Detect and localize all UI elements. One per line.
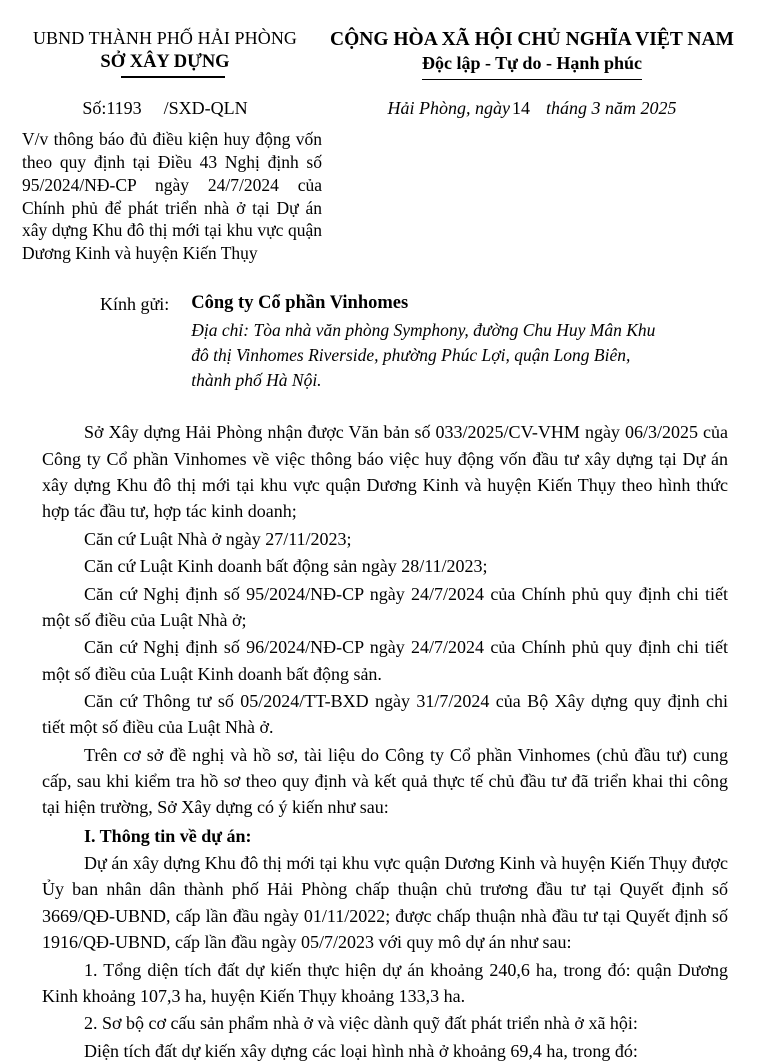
document-meta-row bbox=[0, 98, 764, 119]
national-motto bbox=[422, 52, 642, 80]
document-header bbox=[0, 0, 764, 80]
legal-basis-item: Căn cứ Luật Nhà ở ngày 27/11/2023; bbox=[84, 528, 352, 549]
issue-place-prefix: Hải Phòng, ngày bbox=[387, 98, 510, 119]
intro-paragraph: Sở Xây dựng Hải Phòng nhận được Văn bản số 033/2025/CV-VHM ngày 06/3/2025 của Công ty Cổ phần Vinhomes về việc thông báo việc huy động vốn đầu tư xây dựng tại Dự án xây dựng Khu đô thị mới tại khu vực quận Dương Kinh và huyện Kiến Thụy theo hình thức hợp tác đầu tư, hợp tác kinh doanh; bbox=[42, 422, 728, 522]
recipient-details bbox=[191, 291, 673, 393]
legal-basis-item: Căn cứ Nghị định số 95/2024/NĐ-CP ngày 24/7/2024 của Chính phủ quy định chi tiết một số điều của Luật Nhà ở; bbox=[42, 583, 728, 630]
issue-month-prefix: tháng bbox=[545, 98, 587, 119]
section-heading-1: I. Thông tin về dự án: bbox=[84, 825, 252, 846]
department-name-text: SỞ XÂY DỰNG bbox=[100, 51, 230, 72]
issue-year-prefix: năm bbox=[605, 98, 636, 119]
legal-basis-item: Căn cứ Thông tư số 05/2024/TT-BXD ngày 31/7/2024 của Bộ Xây dựng quy định chi tiết một số điều của Luật Nhà ở. bbox=[42, 690, 728, 738]
recipient-address: Địa chỉ: Tòa nhà văn phòng Symphony, đường Chu Huy Mân Khu đô thị Vinhomes Riverside, phường Phúc Lợi, quận Long Biên, thành phố Hà Nội. bbox=[191, 319, 656, 391]
section-1-item-2-detail: Diện tích đất dự kiến xây dựng các loại hình nhà ở khoảng 69,4 ha, trong đó: bbox=[84, 1040, 638, 1061]
issue-day-value: 14 bbox=[511, 98, 530, 119]
document-number-suffix: /SXD-QLN bbox=[163, 98, 248, 119]
legal-basis-item: Căn cứ Luật Kinh doanh bất động sản ngày 28/11/2023; bbox=[84, 556, 488, 577]
section-1-item-1: 1. Tổng diện tích đất dự kiến thực hiện dự án khoảng 240,6 ha, trong đó: quận Dương Kinh khoảng 107,3 ha, huyện Kiến Thụy khoảng 133,3 ha. bbox=[42, 959, 728, 1006]
document-number-label: Số: bbox=[82, 98, 107, 119]
national-motto-text: Độc lập - Tự do - Hạnh phúc bbox=[421, 53, 642, 74]
section-1-item-2: 2. Sơ bộ cơ cấu sản phẩm nhà ở và việc dành quỹ đất phát triển nhà ở xã hội: bbox=[84, 1013, 638, 1034]
recipient-name: Công ty Cổ phần Vinhomes bbox=[191, 292, 409, 313]
issue-date-line bbox=[330, 98, 764, 119]
document-body bbox=[0, 419, 764, 1064]
opinion-paragraph: Trên cơ sở đề nghị và hồ sơ, tài liệu do Công ty Cổ phần Vinhomes (chủ đầu tư) cung cấp, sau khi kiểm tra hồ sơ theo quy định và kết quả thực tế chủ đầu tư đã triển khai thi công tại hiện trường, Sở Xây dựng có ý kiến như sau: bbox=[42, 744, 728, 818]
section-1-paragraph: Dự án xây dựng Khu đô thị mới tại khu vực quận Dương Kinh và huyện Kiến Thụy được Ủy ban nhân dân thành phố Hải Phòng chấp thuận chủ trương đầu tư tại Quyết định số 3669/QĐ-UBND, cấp lần đầu ngày 01/11/2022; được chấp thuận nhà đầu tư tại Quyết định số 1916/QĐ-UBND, cấp lần đầu ngày 05/7/2023 với quy mô dự án như sau: bbox=[42, 853, 728, 953]
department-underline bbox=[121, 76, 225, 78]
legal-basis-item: Căn cứ Nghị định số 96/2024/NĐ-CP ngày 24/7/2024 của Chính phủ quy định chi tiết một số điều của Luật Kinh doanh bất động sản. bbox=[42, 637, 728, 684]
motto-underline bbox=[422, 79, 642, 81]
document-subject: V/v thông báo đủ điều kiện huy động vốn theo quy định tại Điều 43 Nghị định số 95/2024/NĐ-CP ngày 24/7/2024 của Chính phủ để phát triển nhà ở tại Dự án xây dựng Khu đô thị mới tại khu vực quận Dương Kinh và huyện Kiến Thụy bbox=[22, 129, 322, 264]
department-name bbox=[100, 50, 229, 78]
country-name: CỘNG HÒA XÃ HỘI CHỦ NGHĨA VIỆT NAM bbox=[330, 29, 734, 50]
document-number bbox=[0, 98, 330, 119]
issue-year-value: 2025 bbox=[640, 98, 677, 119]
issue-month-value: 3 bbox=[591, 98, 601, 119]
recipient-block bbox=[0, 291, 764, 393]
document-number-value: 1193 bbox=[106, 98, 142, 119]
recipient-label: Kính gửi: bbox=[100, 293, 170, 314]
issuing-authority-block bbox=[0, 28, 330, 80]
national-heading-block bbox=[330, 28, 770, 80]
parent-authority-name: UBND THÀNH PHỐ HẢI PHÒNG bbox=[32, 28, 298, 48]
